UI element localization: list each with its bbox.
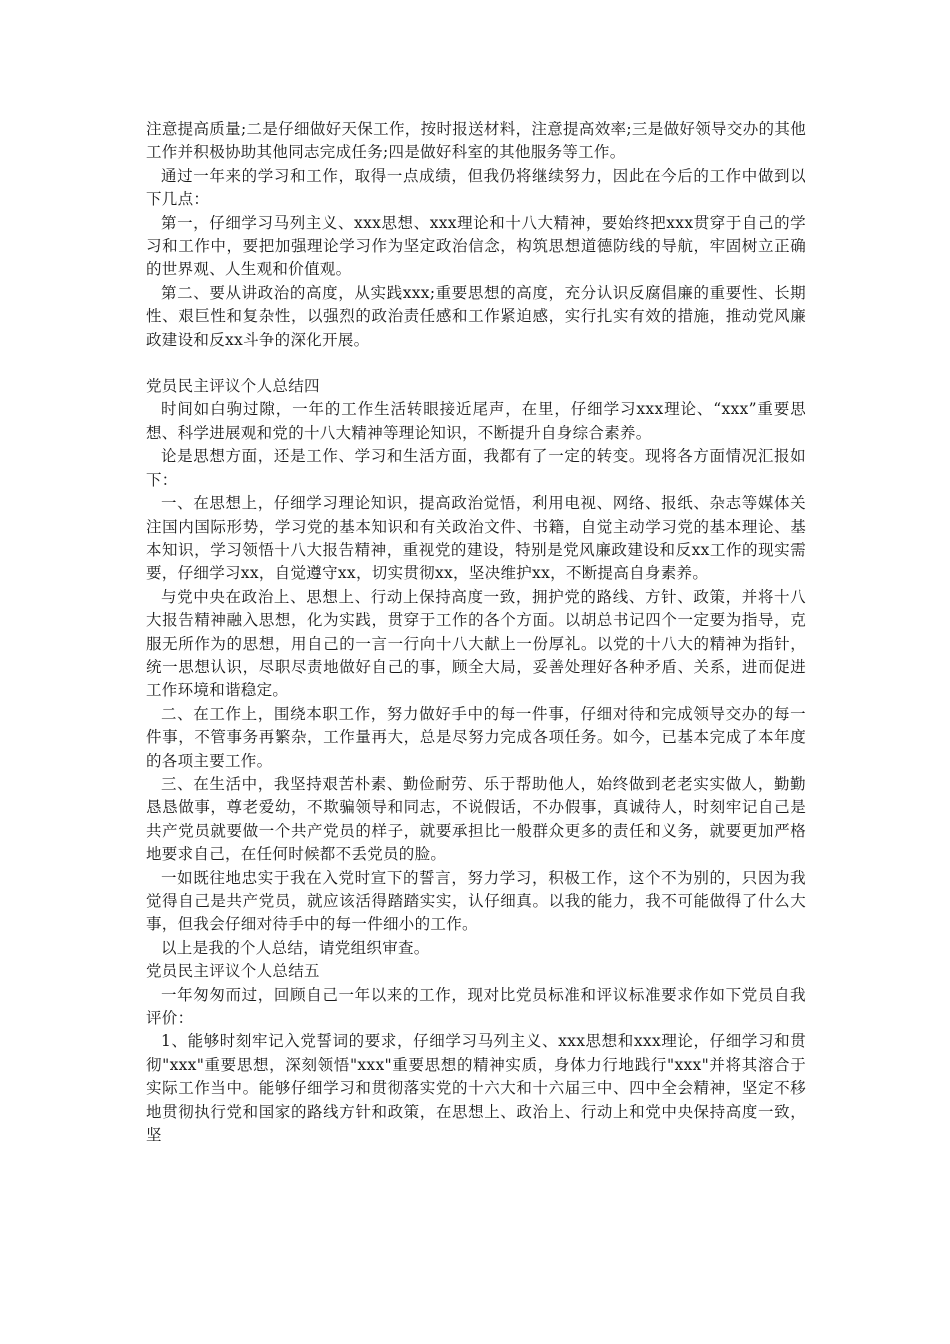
section-heading: 党员民主评议个人总结四 [146,377,320,396]
body-paragraph: 通过一年来的学习和工作，取得一点成绩，但我仍将继续努力，因此在今后的工作中做到以下几点： [146,166,806,209]
section-gap [146,352,806,375]
body-paragraph: 论是思想方面，还是工作、学习和生活方面，我都有了一定的转变。现将各方面情况汇报如下： [146,447,806,489]
body-paragraph: 一、在思想上，仔细学习理论知识，提高政治觉悟，利用电视、网络、报纸、杂志等媒体关注国内国际形势，学习党的基本知识和有关政治文件、书籍，自觉主动学习党的基本理论、基本知识，学习领悟十八大报告精神，重视党的建设，特别是党风廉政建设和反xx工作的现实需要，仔细学习xx，自觉遵守xx，切实贯彻xx，坚决维护xx，不断提高自身素养。 [146,494,806,583]
body-paragraph: 时间如白驹过隙，一年的工作生活转眼接近尾声，在里，仔细学习xxx理论、“xxx”重要思想、科学进展观和党的十八大精神等理论知识，不断提升自身综合素养。 [146,400,806,442]
body-paragraph: 第一，仔细学习马列主义、xxx思想、xxx理论和十八大精神，要始终把xxx贯穿于自己的学习和工作中，要把加强理论学习作为坚定政治信念，构筑思想道德防线的导航，牢固树立正确的世界观、人生观和价值观。 [146,213,806,279]
body-paragraph: 三、在生活中，我坚持艰苦朴素、勤俭耐劳、乐于帮助他人，始终做到老老实实做人，勤勤恳恳做事，尊老爱幼，不欺骗领导和同志，不说假话，不办假事，真诚待人，时刻牢记自己是共产党员就要做一个共产党员的样子，就要承担比一般群众更多的责任和义务，就要更加严格地要求自己，在任何时候都不丢党员的脸。 [146,774,806,864]
body-paragraph: 一如既往地忠实于我在入党时宣下的誓言，努力学习，积极工作，这个不为别的，只因为我觉得自己是共产党员，就应该活得踏踏实实，认仔细真。以我的能力，我不可能做得了什么大事，但我会仔细对待手中的每一件细小的工作。 [146,868,806,934]
body-paragraph: 注意提高质量;二是仔细做好天保工作，按时报送材料，注意提高效率;三是做好领导交办的其他工作并积极协助其他同志完成任务;四是做好科室的其他服务等工作。 [146,120,806,162]
body-paragraph: 1、能够时刻牢记入党誓词的要求，仔细学习马列主义、xxx思想和xxx理论，仔细学习和贯彻"xxx"重要思想，深刻领悟"xxx"重要思想的精神实质，身体力行地践行"xxx"并将其溶合于实际工作当中。能够仔细学习和贯彻落实党的十六大和十六届三中、四中全会精神，坚定不移地贯彻执行党和国家的路线方针和政策，在思想上、政治上、行动上和党中央保持高度一致，坚 [146,1032,806,1145]
body-paragraph: 二、在工作上，围绕本职工作，努力做好手中的每一件事，仔细对待和完成领导交办的每一件事，不管事务再繁杂，工作量再大，总是尽努力完成各项任务。如今，已基本完成了本年度的各项主要工作。 [146,704,806,770]
document-page [146,118,806,1147]
body-paragraph: 与党中央在政治上、思想上、行动上保持高度一致，拥护党的路线、方针、政策，并将十八大报告精神融入思想，化为实践，贯穿于工作的各个方面。以胡总书记四个一定要为指导，克服无所作为的思想，用自己的一言一行向十八大献上一份厚礼。以党的十八大的精神为指针，统一思想认识，尽职尽责地做好自己的事，顾全大局，妥善处理好各种矛盾、关系，进而促进工作环境和谐稳定。 [146,587,806,700]
body-paragraph: 以上是我的个人总结，请党组织审查。 [161,938,430,957]
body-paragraph: 第二、要从讲政治的高度，从实践xxx;重要思想的高度，充分认识反腐倡廉的重要性、长期性、艰巨性和复杂性，以强烈的政治责任感和工作紧迫感，实行扎实有效的措施，推动党风廉政建设和反xx斗争的深化开展。 [146,283,806,349]
section-heading: 党员民主评议个人总结五 [146,962,320,981]
body-paragraph: 一年匆匆而过，回顾自己一年以来的工作，现对比党员标准和评议标准要求作如下党员自我评价： [146,985,806,1028]
